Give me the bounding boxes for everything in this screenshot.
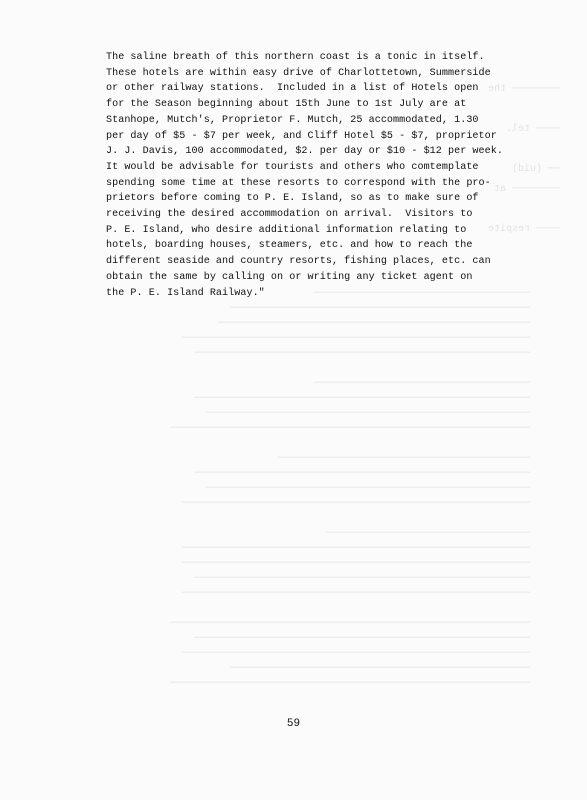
paragraph-line: prietors before coming to P. E. Island, so as to make sure of bbox=[106, 193, 479, 205]
paragraph-line: or other railway stations. Included in a list of Hotels open bbox=[106, 83, 479, 95]
paragraph-line: hotels, boarding houses, steamers, etc. and how to reach the bbox=[106, 240, 473, 252]
body-paragraph bbox=[106, 50, 546, 301]
paragraph-line: It would be advisable for tourists and others who comtemplate bbox=[106, 161, 479, 173]
bleed-through-text-top: ──────── the ──── tel. ── (uid) ──────── at ──── respite bbox=[487, 84, 560, 235]
paragraph-line: the P. E. Island Railway." bbox=[106, 287, 265, 299]
page-number: 59 bbox=[286, 718, 301, 730]
paragraph-line: J. J. Davis, 100 accommodated, $2. per day or $10 - $12 per week. bbox=[106, 146, 503, 158]
paragraph-line: P. E. Island, who desire additional information relating to bbox=[106, 224, 467, 236]
paragraph-line: Stanhope, Mutch's, Proprietor F. Mutch, 25 accommodated, 1.30 bbox=[106, 114, 479, 126]
paragraph-line: obtain the same by calling on or writing any ticket agent on bbox=[106, 271, 473, 283]
paragraph-line: per day of $5 - $7 per week, and Cliff Hotel $5 - $7, proprietor bbox=[106, 130, 497, 142]
paragraph-line: receiving the desired accommodation on arrival. Visitors to bbox=[106, 209, 473, 221]
paragraph-line: for the Season beginning about 15th June to 1st July are at bbox=[106, 99, 467, 111]
bleed-through-text: ──────────────────────────────────────────────────────────── ────────────────────────────────────────────────── ────────────────────────────────────────────────────────── ──────────────────────────────────────────────────────── ──────────────────────────────────────────────────────────── ────────────────────────────────────────────────────────── ──────────────────────────────────────────────────────── ────────────────────────────────────────────────────────── ────────────────────────────────────────────────────────── ────────────────────────────────── ────────────────────────────────────────────────────────── ────────────────────────────────────────────────────── ──────────────────────────────────────────────────────── ────────────────────────────────────────── ──────────────────────────────────────────────────────────── ────────────────────────────────────────────────────── ──────────────────────────────────────────────────────── ──────────────────────────────────── ──────────────────────────────────────────────────────── ────────────────────────────────────────────────────────── ──────────────────────────────────────────────────── ────────────────────────────────────────────────── ──────────────────────────────────── bbox=[169, 285, 530, 686]
paragraph-line: different seaside and country resorts, fishing places, etc. can bbox=[106, 256, 491, 268]
paragraph-line: The saline breath of this northern coast is a tonic in itself. bbox=[106, 52, 485, 63]
paragraph-line: These hotels are within easy drive of Charlottetown, Summerside bbox=[106, 67, 491, 79]
paragraph-line: spending some time at these resorts to correspond with the pro- bbox=[106, 177, 491, 189]
